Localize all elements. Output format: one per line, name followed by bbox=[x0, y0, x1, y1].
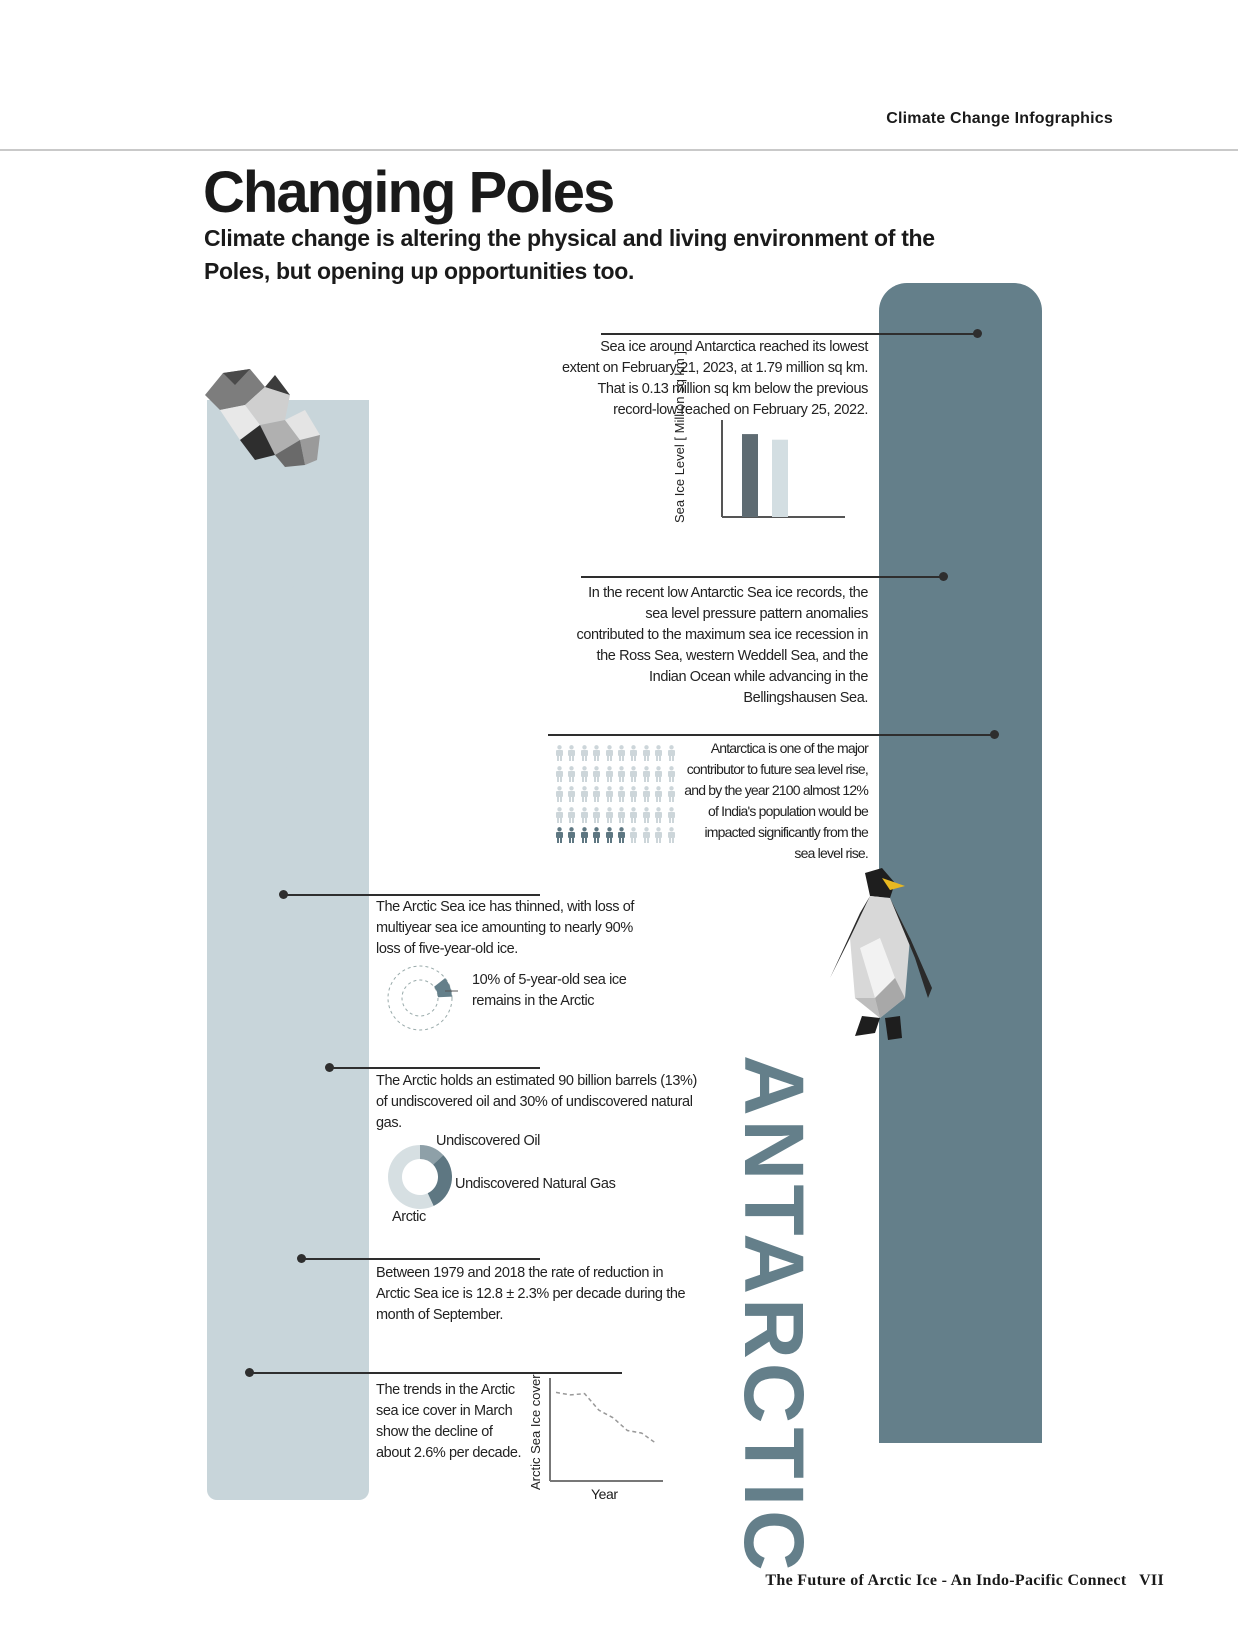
person-icon bbox=[667, 766, 676, 782]
person-icon bbox=[617, 827, 626, 843]
connector-line bbox=[548, 734, 996, 736]
person-icon bbox=[605, 786, 614, 802]
person-icon bbox=[555, 745, 564, 761]
connector-line bbox=[302, 1258, 540, 1260]
person-icon bbox=[580, 766, 589, 782]
legend-arctic: Arctic bbox=[392, 1209, 426, 1225]
person-icon bbox=[605, 807, 614, 823]
person-icon bbox=[592, 766, 601, 782]
person-icon bbox=[642, 827, 651, 843]
legend-undiscovered-gas: Undiscovered Natural Gas bbox=[455, 1176, 616, 1192]
person-icon bbox=[617, 766, 626, 782]
connector-line bbox=[601, 333, 979, 335]
person-icon bbox=[667, 786, 676, 802]
person-icon bbox=[580, 786, 589, 802]
person-icon bbox=[567, 745, 576, 761]
sea-ice-donut-chart bbox=[385, 963, 460, 1033]
person-icon bbox=[642, 807, 651, 823]
person-icon bbox=[567, 827, 576, 843]
bar-0 bbox=[742, 434, 758, 517]
connector-line bbox=[330, 1067, 540, 1069]
legend-undiscovered-oil: Undiscovered Oil bbox=[436, 1133, 541, 1149]
person-icon bbox=[629, 807, 638, 823]
person-icon bbox=[592, 827, 601, 843]
arctic-fact-4: The trends in the Arctic sea ice cover in March show the decline of about 2.6% per decade. bbox=[376, 1382, 522, 1461]
population-pictogram bbox=[555, 745, 675, 845]
antarctic-fact-3: Antarctica is one of the major contributor to future sea level rise, and by the year 2100 almost 12% of India's population would be impacted significantly from the sea level rise. bbox=[684, 740, 868, 861]
person-icon bbox=[567, 766, 576, 782]
person-icon bbox=[555, 827, 564, 843]
bar-1 bbox=[772, 440, 788, 517]
person-icon bbox=[629, 766, 638, 782]
arctic-label: ARCTIC bbox=[223, 470, 317, 812]
person-icon bbox=[629, 745, 638, 761]
person-icon bbox=[580, 807, 589, 823]
person-icon bbox=[654, 827, 663, 843]
trend-chart-ylabel: Arctic Sea Ice cover bbox=[528, 1374, 543, 1490]
page-subtitle: Climate change is altering the physical and living environment of the Poles, but opening up opportunities too. bbox=[204, 225, 935, 284]
antarctic-fact-1: Sea ice around Antarctica reached its lowest extent on February 21, 2023, at 1.79 million sq km. That is 0.13 million sq km below the previous record-low reached on February 25, 2022. bbox=[561, 339, 868, 418]
connector-line bbox=[581, 576, 945, 578]
person-icon bbox=[580, 745, 589, 761]
person-icon bbox=[654, 745, 663, 761]
trend-series-line bbox=[556, 1392, 656, 1443]
donut-slice-remaining bbox=[434, 978, 452, 997]
person-icon bbox=[629, 827, 638, 843]
bar-chart-ylabel: Sea Ice Level [ Million sq km ] bbox=[672, 351, 687, 523]
person-icon bbox=[567, 807, 576, 823]
arctic-fact-1: The Arctic Sea ice has thinned, with loss of multiyear sea ice amounting to nearly 90% loss of five-year-old ice. bbox=[376, 899, 635, 957]
donut-chart-label: 10% of 5-year-old sea ice remains in the Arctic bbox=[472, 972, 627, 1009]
person-icon bbox=[617, 807, 626, 823]
person-icon bbox=[617, 745, 626, 761]
person-icon bbox=[667, 827, 676, 843]
person-icon bbox=[654, 807, 663, 823]
donut-outer-ring bbox=[388, 966, 452, 1030]
connector-dot bbox=[990, 730, 999, 739]
person-icon bbox=[605, 766, 614, 782]
connector-dot bbox=[973, 329, 982, 338]
person-icon bbox=[592, 807, 601, 823]
trend-chart-xlabel: Year bbox=[591, 1486, 618, 1502]
polar-bear-icon bbox=[205, 365, 325, 470]
sea-ice-trend-chart bbox=[525, 1374, 670, 1503]
header-divider bbox=[0, 149, 1238, 151]
page-title: Changing Poles bbox=[203, 160, 614, 225]
footer-title: The Future of Arctic Ice - An Indo-Pacific Connect bbox=[765, 1572, 1127, 1589]
person-icon bbox=[555, 766, 564, 782]
person-icon bbox=[605, 745, 614, 761]
person-icon bbox=[654, 786, 663, 802]
person-icon bbox=[667, 807, 676, 823]
antarctic-bar bbox=[879, 283, 1042, 1443]
connector-line bbox=[284, 894, 540, 896]
person-icon bbox=[592, 745, 601, 761]
person-icon bbox=[580, 827, 589, 843]
person-icon bbox=[555, 786, 564, 802]
person-icon bbox=[642, 745, 651, 761]
arctic-fact-2: The Arctic holds an estimated 90 billion barrels (13%) of undiscovered oil and 30% of undiscovered natural gas. bbox=[376, 1073, 697, 1131]
person-icon bbox=[629, 786, 638, 802]
penguin-icon bbox=[820, 868, 938, 1043]
person-icon bbox=[667, 745, 676, 761]
page-number: VII bbox=[1139, 1572, 1164, 1589]
donut-inner-ring bbox=[402, 980, 438, 1016]
section-label: Climate Change Infographics bbox=[886, 110, 1113, 127]
person-icon bbox=[605, 827, 614, 843]
person-icon bbox=[567, 786, 576, 802]
antarctic-label: ANTARCTIC bbox=[727, 1055, 821, 1575]
resources-donut-chart bbox=[385, 1142, 455, 1212]
person-icon bbox=[555, 807, 564, 823]
trend-chart-plot bbox=[548, 1378, 668, 1483]
bar-chart-plot bbox=[720, 420, 860, 520]
connector-dot bbox=[939, 572, 948, 581]
person-icon bbox=[642, 786, 651, 802]
antarctic-fact-2: In the recent low Antarctic Sea ice records, the sea level pressure pattern anomalies contributed to the maximum sea ice recession in the Ross Sea, western Weddell Sea, and the Indian Ocean while advancing in the Bellingshausen Sea. bbox=[576, 585, 868, 706]
footer bbox=[765, 1572, 1164, 1590]
connector-line bbox=[250, 1372, 622, 1374]
arctic-fact-3: Between 1979 and 2018 the rate of reduction in Arctic Sea ice is 12.8 ± 2.3% per decade during the month of September. bbox=[376, 1265, 686, 1323]
person-icon bbox=[642, 766, 651, 782]
person-icon bbox=[592, 786, 601, 802]
person-icon bbox=[617, 786, 626, 802]
person-icon bbox=[654, 766, 663, 782]
